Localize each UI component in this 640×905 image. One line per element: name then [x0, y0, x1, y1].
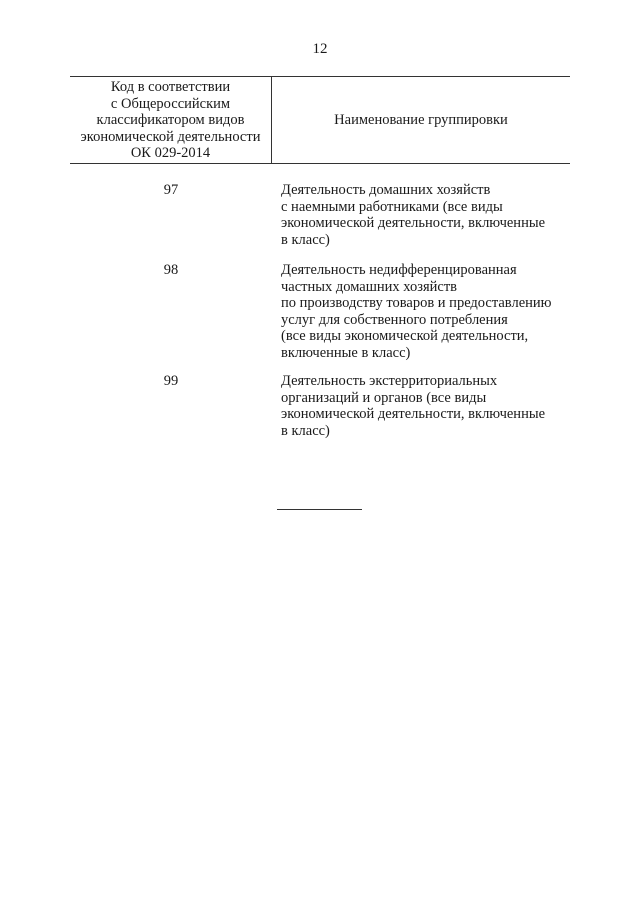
classification-table — [70, 76, 570, 439]
header-name-label: Наименование группировки — [334, 111, 508, 128]
row-name: Деятельность домашних хозяйств с наемными работниками (все виды экономической деятельности, включенные в класс) — [281, 182, 546, 248]
table-row — [70, 182, 570, 248]
header-code-label: Код в соответствии с Общероссийским классификатором видов экономической деятельности ОК 029-2014 — [80, 79, 261, 161]
header-name-column — [272, 77, 570, 163]
row-code: 97 — [163, 182, 179, 198]
row-name: Деятельность экстерриториальных организаций и органов (все виды экономической деятельности, включенные в класс) — [281, 373, 546, 439]
row-name: Деятельность недифференцированная частных домашних хозяйств по производству товаров и предоставлению услуг для собственного потребления (все виды экономической деятельности, включенные в класс) — [281, 262, 552, 361]
header-code-column — [70, 77, 272, 163]
row-code: 99 — [163, 373, 179, 389]
table-row — [70, 262, 570, 361]
table-header — [70, 76, 570, 164]
end-divider — [277, 509, 362, 510]
table-row — [70, 373, 570, 439]
row-code: 98 — [163, 262, 179, 278]
page-number: 12 — [312, 41, 328, 57]
